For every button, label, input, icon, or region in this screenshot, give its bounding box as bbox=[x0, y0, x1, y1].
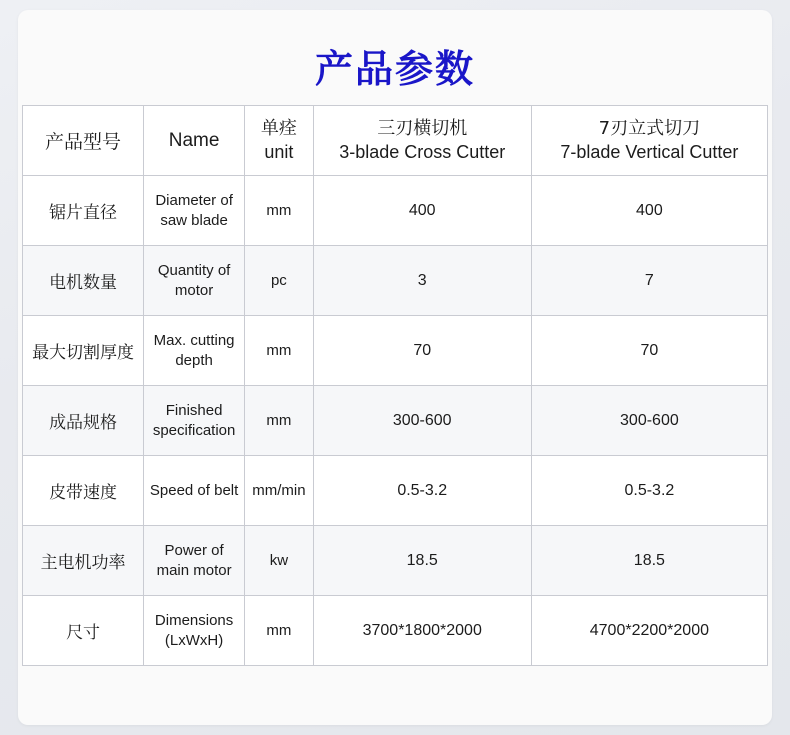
row-value-cross: 400 bbox=[313, 176, 531, 246]
row-value-cross: 0.5-3.2 bbox=[313, 456, 531, 526]
header-unit-cn: 单痊 bbox=[260, 118, 297, 139]
row-label-cn: 皮带速度 bbox=[23, 456, 144, 526]
table-header bbox=[23, 106, 768, 176]
row-label-cn: 电机数量 bbox=[23, 246, 144, 316]
row-value-cross: 3700*1800*2000 bbox=[313, 596, 531, 666]
row-label-cn: 主电机功率 bbox=[23, 526, 144, 596]
header-unit-en: unit bbox=[264, 141, 294, 162]
row-value-cross: 18.5 bbox=[313, 526, 531, 596]
header-name: Name bbox=[144, 106, 245, 176]
row-label-en: Speed of belt bbox=[144, 456, 245, 526]
spec-table-container bbox=[18, 105, 772, 666]
header-cross-cutter-en: 3-blade Cross Cutter bbox=[339, 141, 506, 162]
row-label-en: Power of main motor bbox=[144, 526, 245, 596]
table-row bbox=[23, 526, 768, 596]
table-header-row bbox=[23, 106, 768, 176]
table-row bbox=[23, 316, 768, 386]
row-unit: kw bbox=[245, 526, 314, 596]
row-label-en: Diameter of saw blade bbox=[144, 176, 245, 246]
row-value-cross: 70 bbox=[313, 316, 531, 386]
header-unit bbox=[245, 106, 314, 176]
header-cross-cutter-cn: 三刃横切机 bbox=[377, 118, 468, 139]
row-unit: mm bbox=[245, 386, 314, 456]
row-label-en: Max. cutting depth bbox=[144, 316, 245, 386]
row-label-cn: 最大切割厚度 bbox=[23, 316, 144, 386]
row-label-cn: 成品规格 bbox=[23, 386, 144, 456]
table-row bbox=[23, 386, 768, 456]
row-value-vertical: 0.5-3.2 bbox=[531, 456, 767, 526]
table-row bbox=[23, 456, 768, 526]
row-unit: mm bbox=[245, 316, 314, 386]
row-label-en: Finished specification bbox=[144, 386, 245, 456]
table-body bbox=[23, 176, 768, 666]
page-title: 产品参数 bbox=[314, 47, 475, 91]
table-row bbox=[23, 596, 768, 666]
row-value-vertical: 18.5 bbox=[531, 526, 767, 596]
row-value-vertical: 400 bbox=[531, 176, 767, 246]
header-cross-cutter bbox=[313, 106, 531, 176]
row-unit: mm/min bbox=[245, 456, 314, 526]
header-vertical-cutter bbox=[531, 106, 767, 176]
specification-table bbox=[22, 105, 768, 666]
table-row bbox=[23, 246, 768, 316]
row-value-vertical: 300-600 bbox=[531, 386, 767, 456]
row-value-vertical: 7 bbox=[531, 246, 767, 316]
row-value-vertical: 4700*2200*2000 bbox=[531, 596, 767, 666]
row-value-cross: 3 bbox=[313, 246, 531, 316]
row-unit: mm bbox=[245, 596, 314, 666]
table-row bbox=[23, 176, 768, 246]
row-unit: pc bbox=[245, 246, 314, 316]
row-label-en: Quantity of motor bbox=[144, 246, 245, 316]
row-value-vertical: 70 bbox=[531, 316, 767, 386]
product-spec-card bbox=[18, 10, 772, 725]
header-vertical-cutter-en: 7-blade Vertical Cutter bbox=[560, 141, 739, 162]
row-unit: mm bbox=[245, 176, 314, 246]
row-label-cn: 锯片直径 bbox=[23, 176, 144, 246]
row-label-cn: 尺寸 bbox=[23, 596, 144, 666]
row-value-cross: 300-600 bbox=[313, 386, 531, 456]
header-model: 产品型号 bbox=[23, 106, 144, 176]
header-vertical-cutter-cn: 7刃立式切刀 bbox=[598, 118, 701, 139]
row-label-en: Dimensions (LxWxH) bbox=[144, 596, 245, 666]
